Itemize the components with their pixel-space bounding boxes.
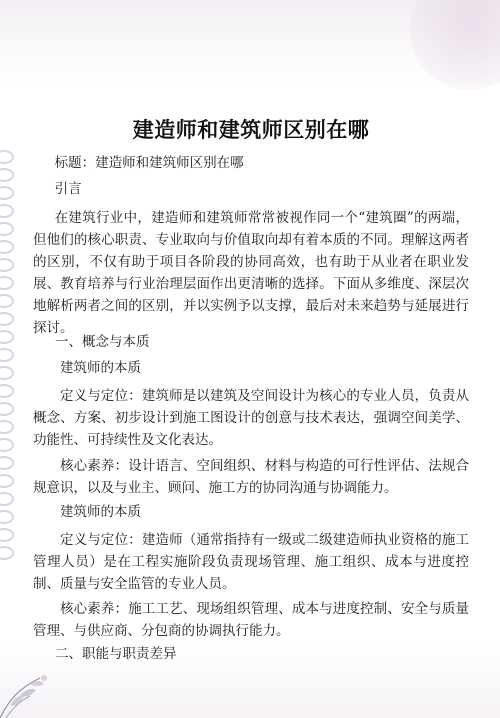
binder-ring-icon xyxy=(0,528,14,542)
binder-ring-icon xyxy=(0,186,14,200)
binder-ring-icon xyxy=(0,474,14,488)
intro-paragraph: 在建筑行业中，建造师和建筑师常常被视作同一个“建筑圈”的两端，但他们的核心职责、专业取向与价值取向却有着本质的不同。理解这两者的区别，不仅有助于项目各阶段的协同高效，也有助于从业者在职业发展、教育培养与行业治理层面作出更清晰的选择。下面从多维度、深层次地解析两者之间的区别，并以实例予以支撑，最后对未来趋势与延展进行探讨。 xyxy=(33,210,469,336)
intro-heading: 引言 xyxy=(54,181,82,197)
binder-ring-icon xyxy=(0,312,14,326)
binder-ring-icon xyxy=(0,456,14,470)
binder-rings xyxy=(0,150,16,570)
sub2-core-skills: 核心素养：施工工艺、现场组织管理、成本与进度控制、安全与质量管理、与供应商、分包商的协调执行能力。 xyxy=(33,601,469,639)
corner-decoration xyxy=(410,0,500,90)
binder-ring-icon xyxy=(0,546,14,560)
binder-ring-icon xyxy=(0,240,14,254)
binder-ring-icon xyxy=(0,150,14,164)
sub1-core-skills: 核心素养：设计语言、空间组织、材料与构造的可行性评估、法规合规意识，以及与业主、顾问、施工方的协同沟通与协调能力。 xyxy=(33,458,469,496)
subtitle-line: 标题：建造师和建筑师区别在哪 xyxy=(54,155,244,171)
sub1-definition: 定义与定位：建筑师是以建筑及空间设计为核心的专业人员，负责从概念、方案、初步设计到施工图设计的创意与技术表达，强调空间美学、功能性、可持续性及文化表达。 xyxy=(33,388,469,448)
binder-ring-icon xyxy=(0,492,14,506)
section1-heading: 一、概念与本质 xyxy=(55,334,150,350)
section2-heading: 二、职能与职责差异 xyxy=(55,646,177,662)
binder-ring-icon xyxy=(0,258,14,272)
sub2-heading: 建筑师的本质 xyxy=(60,504,141,520)
sub1-heading: 建筑师的本质 xyxy=(60,360,141,376)
binder-ring-icon xyxy=(0,330,14,344)
binder-ring-icon xyxy=(0,276,14,290)
binder-ring-icon xyxy=(0,510,14,524)
binder-ring-icon xyxy=(0,294,14,308)
document-title: 建造师和建筑师区别在哪 xyxy=(132,117,370,142)
binder-ring-icon xyxy=(0,438,14,452)
sub2-definition: 定义与定位：建造师（通常指持有一级或二级建造师执业资格的施工管理人员）是在工程实施阶段负责现场管理、施工组织、成本与进度控制、质量与安全监管的专业人员。 xyxy=(33,532,469,592)
binder-ring-icon xyxy=(0,204,14,218)
binder-ring-icon xyxy=(0,402,14,416)
binder-ring-icon xyxy=(0,420,14,434)
binder-ring-icon xyxy=(0,168,14,182)
binder-ring-icon xyxy=(0,348,14,362)
binder-ring-icon xyxy=(0,366,14,380)
binder-ring-icon xyxy=(0,222,14,236)
binder-ring-icon xyxy=(0,384,14,398)
